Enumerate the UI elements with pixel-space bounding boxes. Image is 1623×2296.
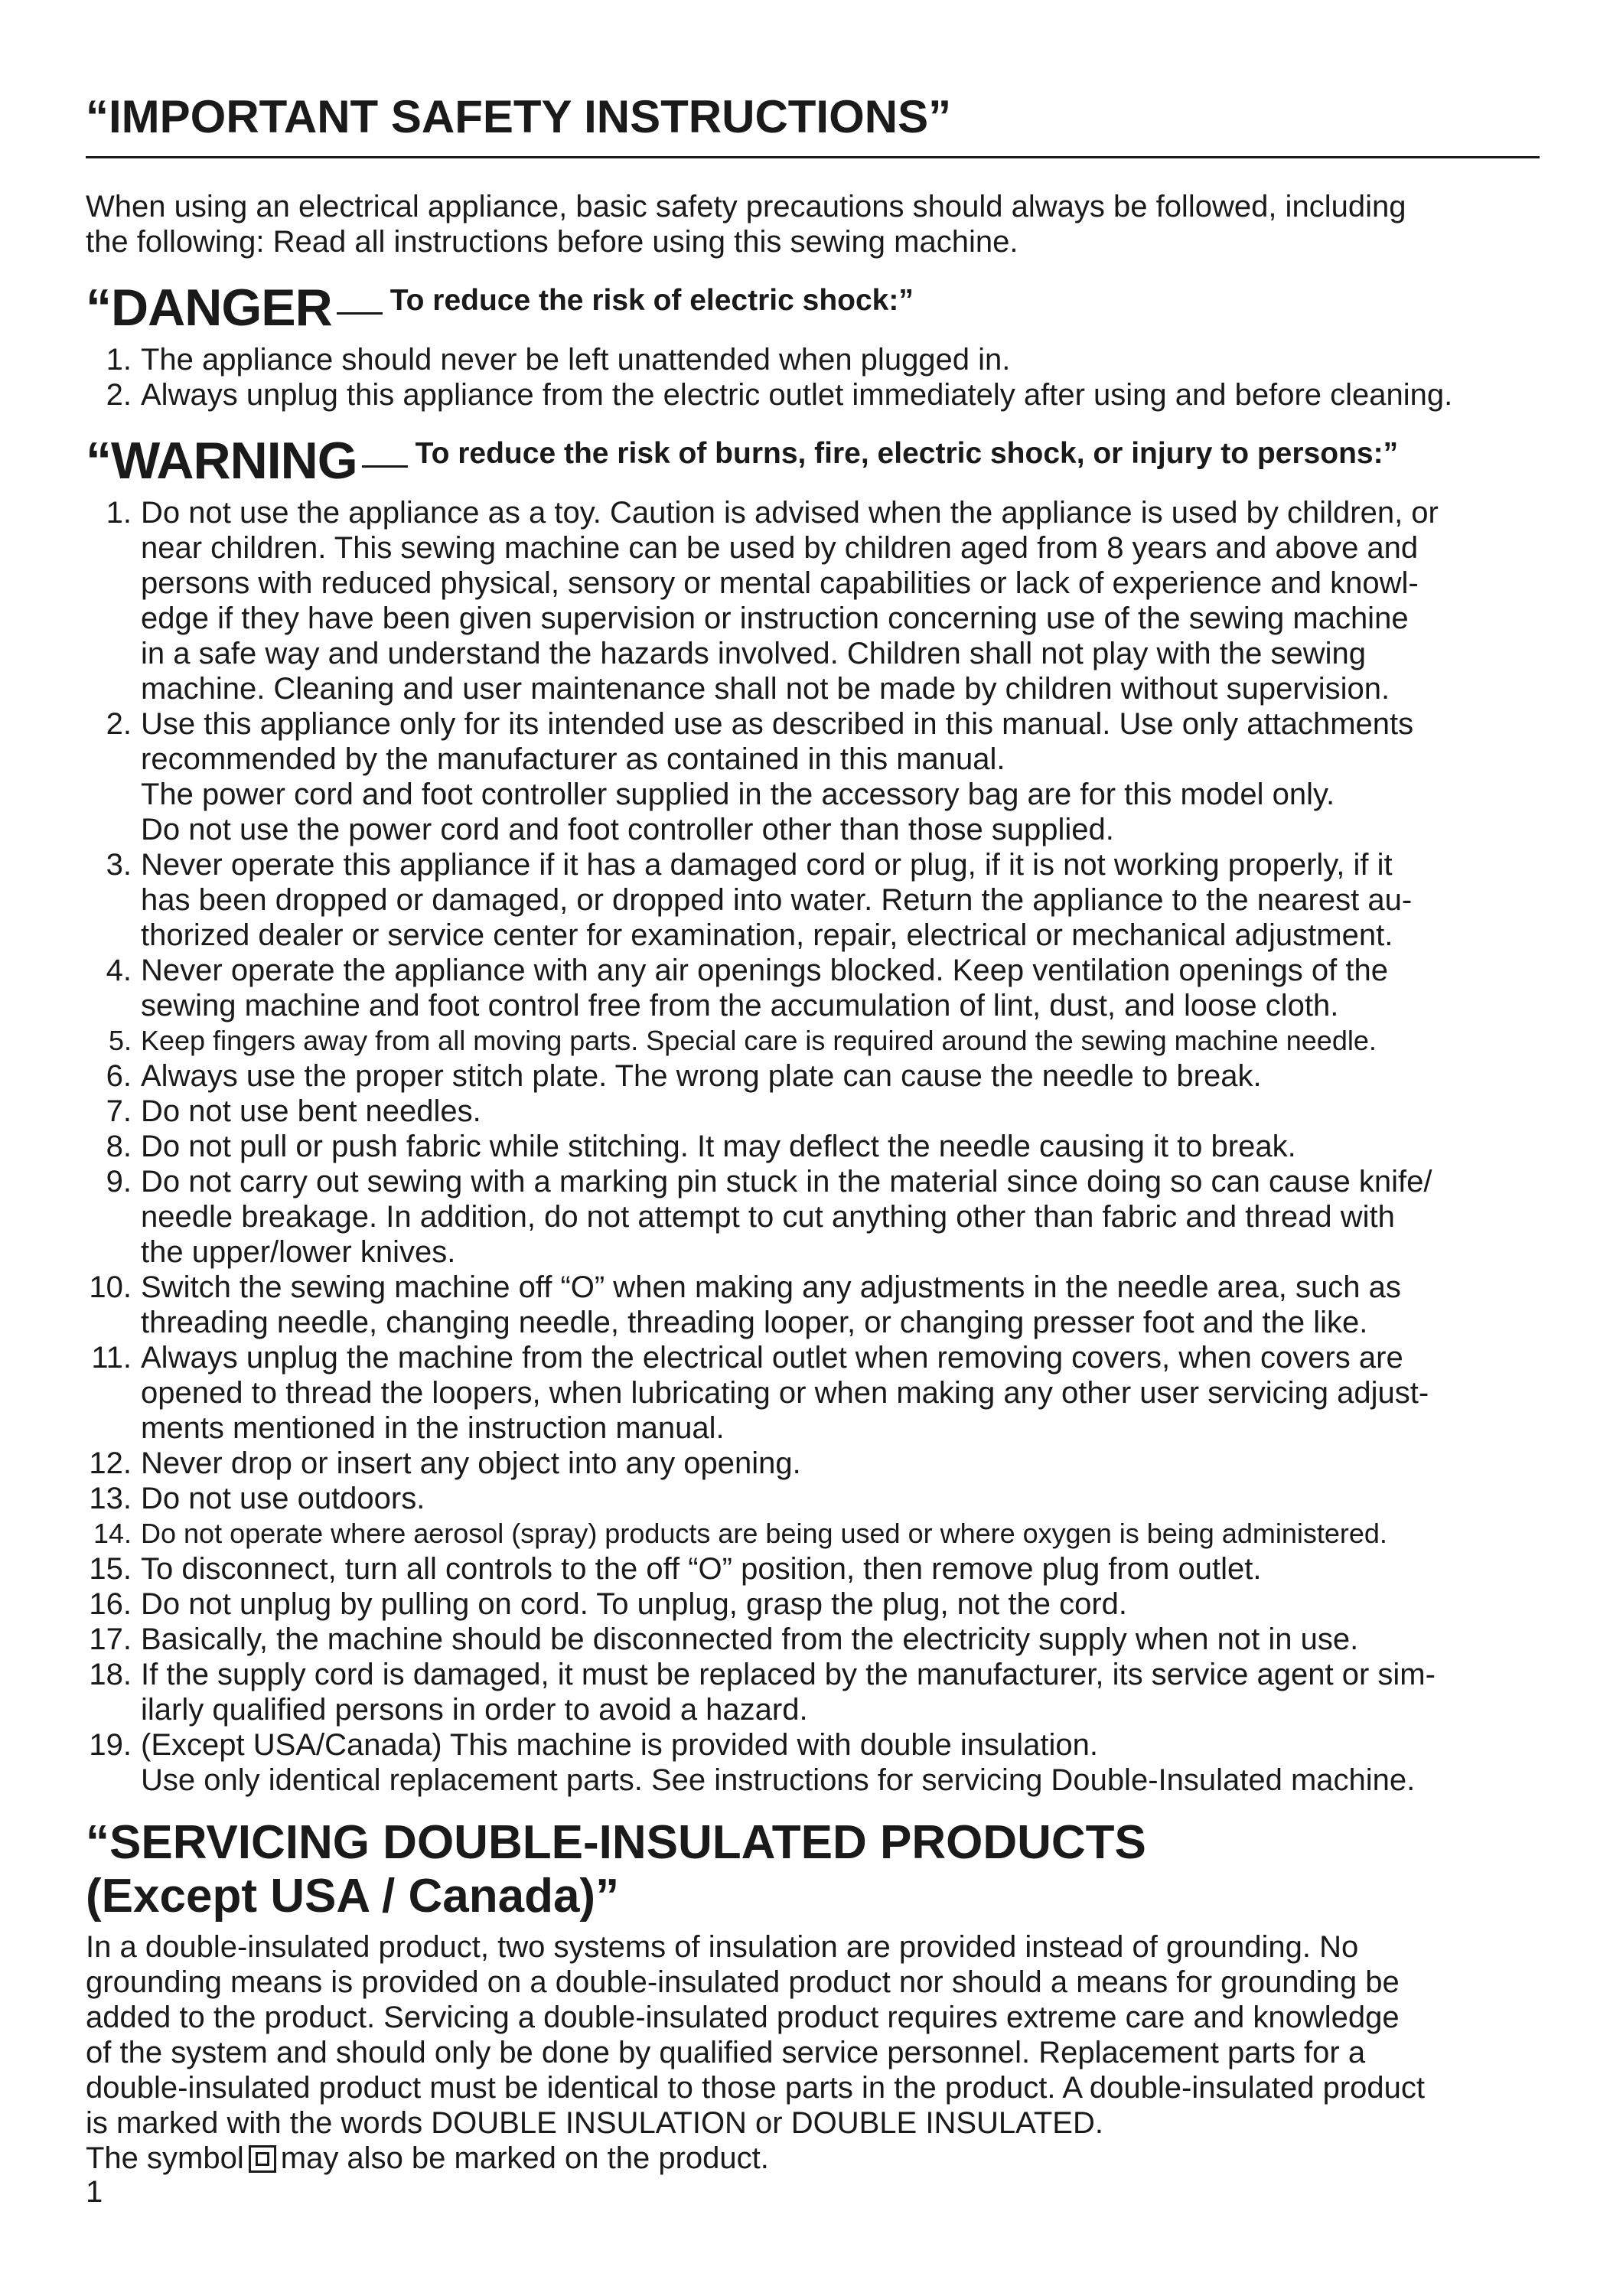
symbol-line bbox=[86, 2141, 1540, 2176]
danger-list bbox=[86, 342, 1540, 413]
item-number: 10. bbox=[89, 1270, 132, 1304]
item-number: 2. bbox=[106, 378, 132, 412]
warning-item bbox=[86, 1164, 1540, 1270]
page bbox=[86, 92, 1540, 2176]
danger-item bbox=[86, 342, 1540, 377]
item-line: Use this appliance only for its intended use as described in this manual. Use only attachments bbox=[141, 707, 1414, 741]
warning-item bbox=[86, 1587, 1540, 1622]
warning-item bbox=[86, 495, 1540, 706]
item-line: Do not use the power cord and foot controller other than those supplied. bbox=[141, 813, 1114, 846]
item-line: persons with reduced physical, sensory or mental capabilities or lack of experience and knowl- bbox=[141, 566, 1419, 600]
warning-item bbox=[86, 1023, 1540, 1058]
page-number: 1 bbox=[86, 2175, 103, 2209]
warning-item bbox=[86, 1340, 1540, 1446]
item-line: If the supply cord is damaged, it must be replaced by the manufacturer, its service agent or sim- bbox=[141, 1658, 1436, 1691]
item-line: has been dropped or damaged, or dropped into water. Return the appliance to the nearest au- bbox=[141, 883, 1413, 917]
warning-item bbox=[86, 1094, 1540, 1129]
warning-item bbox=[86, 1622, 1540, 1657]
danger-heading bbox=[86, 278, 1540, 338]
servicing-body-line: In a double-insulated product, two systems of insulation are provided instead of grounding. No bbox=[86, 1930, 1359, 1964]
warning-item bbox=[86, 953, 1540, 1023]
item-line: The power cord and foot controller supplied in the accessory bag are for this model only. bbox=[141, 778, 1335, 811]
servicing-body-line: of the system and should only be done by qualified service personnel. Replacement parts for a bbox=[86, 2036, 1366, 2069]
symbol-text-before: The symbol bbox=[86, 2141, 244, 2175]
item-line: ilarly qualified persons in order to avoid a hazard. bbox=[141, 1693, 808, 1727]
item-line: Never drop or insert any object into any opening. bbox=[141, 1446, 801, 1480]
warning-item bbox=[86, 1446, 1540, 1481]
item-number: 16. bbox=[89, 1587, 132, 1621]
item-number: 1. bbox=[106, 343, 132, 377]
item-line: threading needle, changing needle, threading looper, or changing presser foot and the like. bbox=[141, 1306, 1368, 1339]
warning-item bbox=[86, 1270, 1540, 1340]
item-line: Always unplug this appliance from the electric outlet immediately after using and before cleaning. bbox=[141, 378, 1453, 412]
danger-subtitle: To reduce the risk of electric shock:” bbox=[389, 284, 914, 317]
item-line: needle breakage. In addition, do not attempt to cut anything other than fabric and thread with bbox=[141, 1200, 1395, 1234]
item-line: machine. Cleaning and user maintenance shall not be made by children without supervision. bbox=[141, 672, 1390, 706]
item-line: To disconnect, turn all controls to the off “O” position, then remove plug from outlet. bbox=[141, 1552, 1262, 1586]
item-number: 6. bbox=[106, 1059, 132, 1093]
warning-item bbox=[86, 1129, 1540, 1164]
item-line: thorized dealer or service center for examination, repair, electrical or mechanical adjustment. bbox=[141, 918, 1393, 952]
item-line: The appliance should never be left unattended when plugged in. bbox=[141, 343, 1011, 377]
item-number: 4. bbox=[106, 954, 132, 987]
item-line: sewing machine and foot control free from the accumulation of lint, dust, and loose cloth. bbox=[141, 989, 1339, 1022]
item-number: 1. bbox=[106, 496, 132, 530]
warning-list bbox=[86, 495, 1540, 1798]
item-line: Always unplug the machine from the electrical outlet when removing covers, when covers are bbox=[141, 1341, 1403, 1375]
page-title: “IMPORTANT SAFETY INSTRUCTIONS” bbox=[86, 92, 1540, 158]
servicing-body-line: added to the product. Servicing a double-insulated product requires extreme care and knowledge bbox=[86, 2001, 1400, 2034]
warning-word: “WARNING bbox=[86, 432, 357, 490]
heading-separator bbox=[337, 312, 383, 315]
item-line: Do not use outdoors. bbox=[141, 1482, 425, 1515]
item-line: Do not use the appliance as a toy. Caution is advised when the appliance is used by children, or bbox=[141, 496, 1439, 530]
symbol-text-after: may also be marked on the product. bbox=[280, 2141, 769, 2175]
danger-item bbox=[86, 377, 1540, 413]
item-line: edge if they have been given supervision or instruction concerning use of the sewing machine bbox=[141, 602, 1409, 635]
servicing-body-line: grounding means is provided on a double-insulated product nor should a means for grounding be bbox=[86, 1965, 1400, 1999]
warning-heading bbox=[86, 431, 1540, 491]
warning-item bbox=[86, 706, 1540, 847]
item-number: 2. bbox=[106, 707, 132, 741]
item-line: Do not unplug by pulling on cord. To unplug, grasp the plug, not the cord. bbox=[141, 1587, 1128, 1621]
item-line: the upper/lower knives. bbox=[141, 1235, 456, 1269]
item-line: ments mentioned in the instruction manual. bbox=[141, 1411, 725, 1445]
item-number: 13. bbox=[89, 1482, 132, 1515]
warning-item bbox=[86, 1058, 1540, 1094]
item-number: 18. bbox=[89, 1658, 132, 1691]
item-number: 3. bbox=[106, 848, 132, 882]
servicing-title-line: “SERVICING DOUBLE-INSULATED PRODUCTS bbox=[86, 1816, 1146, 1869]
servicing-title-line: (Except USA / Canada)” bbox=[86, 1870, 620, 1923]
danger-word: “DANGER bbox=[86, 279, 332, 337]
servicing-title bbox=[86, 1816, 1540, 1923]
servicing-body bbox=[86, 1929, 1540, 2141]
intro-line: When using an electrical appliance, basic safety precautions should always be followed, including bbox=[86, 190, 1406, 223]
intro-paragraph bbox=[86, 189, 1540, 259]
item-number: 12. bbox=[89, 1446, 132, 1480]
item-number: 5. bbox=[108, 1025, 132, 1056]
item-line: Switch the sewing machine off “O” when making any adjustments in the needle area, such as bbox=[141, 1270, 1401, 1304]
warning-item bbox=[86, 1551, 1540, 1587]
item-line: Never operate this appliance if it has a damaged cord or plug, if it is not working properly, if it bbox=[141, 848, 1393, 882]
item-number: 15. bbox=[89, 1552, 132, 1586]
item-line: Always use the proper stitch plate. The wrong plate can cause the needle to break. bbox=[141, 1059, 1262, 1093]
item-line: near children. This sewing machine can be used by children aged from 8 years and above and bbox=[141, 531, 1419, 565]
item-line: Do not carry out sewing with a marking pin stuck in the material since doing so can cause knife/ bbox=[141, 1165, 1432, 1199]
warning-item bbox=[86, 1481, 1540, 1516]
item-line: recommended by the manufacturer as contained in this manual. bbox=[141, 742, 1005, 776]
item-line: Basically, the machine should be disconnected from the electricity supply when not in use. bbox=[141, 1623, 1359, 1656]
intro-line: the following: Read all instructions before using this sewing machine. bbox=[86, 225, 1018, 259]
heading-separator bbox=[362, 465, 408, 468]
item-line: Do not use bent needles. bbox=[141, 1094, 481, 1128]
item-line: Use only identical replacement parts. See instructions for servicing Double-Insulated machine. bbox=[141, 1763, 1416, 1797]
item-line: opened to thread the loopers, when lubricating or when making any other user servicing adjust- bbox=[141, 1376, 1429, 1410]
item-line: (Except USA/Canada) This machine is provided with double insulation. bbox=[141, 1728, 1099, 1762]
item-line: Keep fingers away from all moving parts. Special care is required around the sewing machine needle. bbox=[141, 1025, 1377, 1056]
warning-item bbox=[86, 847, 1540, 953]
servicing-body-line: double-insulated product must be identical to those parts in the product. A double-insulated product bbox=[86, 2071, 1426, 2105]
item-line: Do not operate where aerosol (spray) products are being used or where oxygen is being administered. bbox=[141, 1518, 1387, 1549]
item-number: 17. bbox=[89, 1623, 132, 1656]
item-number: 8. bbox=[106, 1130, 132, 1163]
item-number: 14. bbox=[93, 1518, 132, 1549]
double-insulation-icon bbox=[249, 2145, 276, 2173]
item-number: 11. bbox=[91, 1341, 132, 1375]
warning-item bbox=[86, 1516, 1540, 1551]
warning-item bbox=[86, 1727, 1540, 1798]
item-number: 19. bbox=[89, 1728, 132, 1762]
item-number: 7. bbox=[106, 1094, 132, 1128]
warning-item bbox=[86, 1657, 1540, 1727]
servicing-body-line: is marked with the words DOUBLE INSULATION or DOUBLE INSULATED. bbox=[86, 2106, 1103, 2140]
warning-subtitle: To reduce the risk of burns, fire, electric shock, or injury to persons:” bbox=[415, 437, 1399, 470]
item-line: Never operate the appliance with any air openings blocked. Keep ventilation openings of the bbox=[141, 954, 1388, 987]
item-number: 9. bbox=[106, 1165, 132, 1199]
item-line: in a safe way and understand the hazards involved. Children shall not play with the sewing bbox=[141, 637, 1366, 670]
item-line: Do not pull or push fabric while stitching. It may deflect the needle causing it to break. bbox=[141, 1130, 1296, 1163]
